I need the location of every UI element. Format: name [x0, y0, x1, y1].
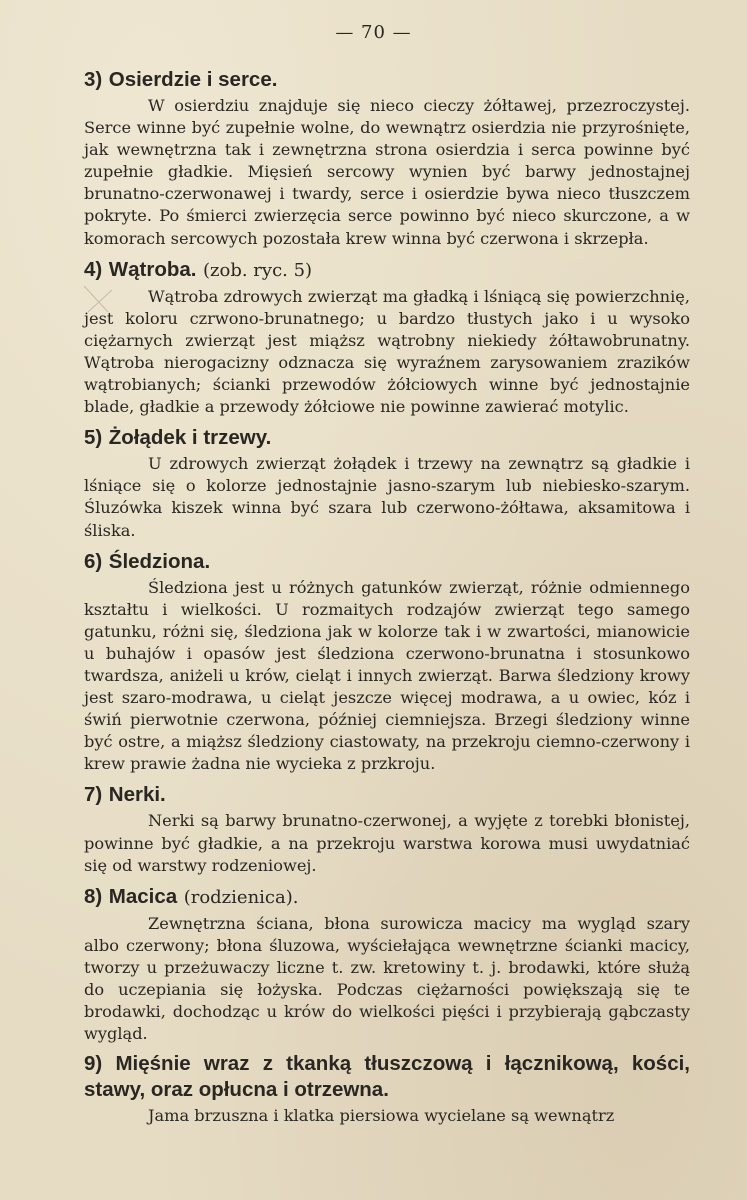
section-paragraph: Wątroba zdrowych zwierząt ma gładką i lśniącą się powierzchnię, jest koloru czrwono-brunatnego; u bardzo tłustych jako i u wysoko ciężarnych zwierząt jest miąższ wątrobny niekiedy żółtawobrunatny. Wątroba nierogacizny odznacza się wyraźnem zarysowaniem zrazików wątrobianych; ścianki przewodów żółciowych winne być jednostajnie blade, gładkie a przewody żółciowe nie powinne zawierać motylic. [84, 286, 690, 417]
section-osierdzie [84, 66, 690, 250]
section-heading: 6) Śledziona. [84, 549, 211, 573]
section-watroba [84, 256, 690, 419]
section-title: Macica [108, 884, 178, 908]
section-title: Osierdzie i serce. [108, 68, 278, 91]
section-heading: 5) Żołądek i trzewy. [84, 426, 272, 450]
section-sledziona [84, 548, 690, 776]
section-heading: 4) Wątroba. (zob. ryc. 5) [84, 257, 313, 281]
section-heading: 7) Nerki. [84, 783, 166, 807]
page-number: — 70 — [335, 22, 412, 43]
section-nerki [84, 781, 690, 876]
section-paragraph: Jama brzuszna i klatka piersiowa wycielane są wewnątrz [148, 1106, 615, 1126]
section-title: Wątroba. [108, 257, 197, 281]
section-paragraph: Śledziona jest u różnych gatunków zwierząt, różnie odmiennego kształtu i wielkości. U rozmaitych rodzajów zwierząt tego samego gatunku, różni się, śledziona jak w kolorze tak i w zwartości, mianowicie u buhajów i opasów jest śledziona czerwono-brunatna i stosunkowo twardsza, aniżeli u krów, cieląt i innych zwierząt. Barwa śledziony krowy jest szaro-modrawa, u cieląt jeszcze więcej modrawa, a u owiec, kóz i świń pierwotnie czerwona, później ciemniejsza. Brzegi śledziony winne być ostre, a miąższ śledziony ciastowaty, na przekroju ciemno-czerwony i krew prawie żadna nie wycieka z przkroju. [84, 577, 690, 774]
section-subtitle: (zob. ryc. 5) [203, 259, 313, 281]
section-heading: 9) Mięśnie wraz z tkanką tłuszczową i łącznikową, kości, stawy, oraz opłucna i otrzewna. [84, 1052, 690, 1102]
section-heading: 3) Osierdzie i serce. [84, 68, 278, 91]
section-miesnie [84, 1051, 690, 1127]
section-paragraph: W osierdziu znajduje się nieco cieczy żółtawej, przezroczystej. Serce winne być zupełnie wolne, do wewnątrz osierdzia nie przyrośnięte, jak wewnętrzna tak i zewnętrzna strona osierdzia i serca powinne być zupełnie gładkie. Mięsień sercowy wynien być barwy jednostajnej brunatno-czerwonawej i twardy, serce i osierdzie bywa nieco tłuszczem pokryte. Po śmierci zwierzęcia serce powinno być nieco skurczone, a w komorach sercowych pozostała krew winna być czerwona i skrzepła. [84, 96, 690, 248]
section-paragraph: U zdrowych zwierząt żołądek i trzewy na zewnątrz są gładkie i lśniące się o kolorze jednostajnie jasno-szarym lub niebiesko-szarym. Śluzówka kiszek winna być szara lub czerwono-żółtawa, aksamitowa i śliska. [84, 454, 690, 540]
page-content [84, 66, 690, 1133]
section-macica [84, 883, 690, 1046]
section-paragraph: Zewnętrzna ściana, błona surowicza macicy ma wygląd szary albo czerwony; błona śluzowa, wyściełająca wewnętrzne ścianki macicy, tworzy u przeżuwaczy liczne t. zw. kretowiny t. j. brodawki, które służą do uczepiania się łożyska. Podczas ciężarności powiększają się te brodawki, dochodząc u krów do wielkości pięści i przybierają gąbczasty wygląd. [84, 913, 690, 1044]
section-subtitle: (rodzienica). [183, 886, 299, 908]
section-title: Śledziona. [108, 549, 211, 573]
section-paragraph: Nerki są barwy brunatno-czerwonej, a wyjęte z torebki błonistej, powinne być gładkie, a na przekroju warstwa korowa musi uwydatniać się od warstwy rodzeniowej. [84, 811, 690, 875]
section-title: Żołądek i trzewy. [108, 426, 272, 450]
section-title: Nerki. [108, 783, 166, 807]
section-title: Mięśnie wraz z tkanką tłuszczową i łącznikową, kości, stawy, oraz opłucna i otrzewna. [84, 1052, 690, 1102]
section-zoladek [84, 424, 690, 541]
section-heading: 8) Macica (rodzienica). [84, 884, 299, 908]
